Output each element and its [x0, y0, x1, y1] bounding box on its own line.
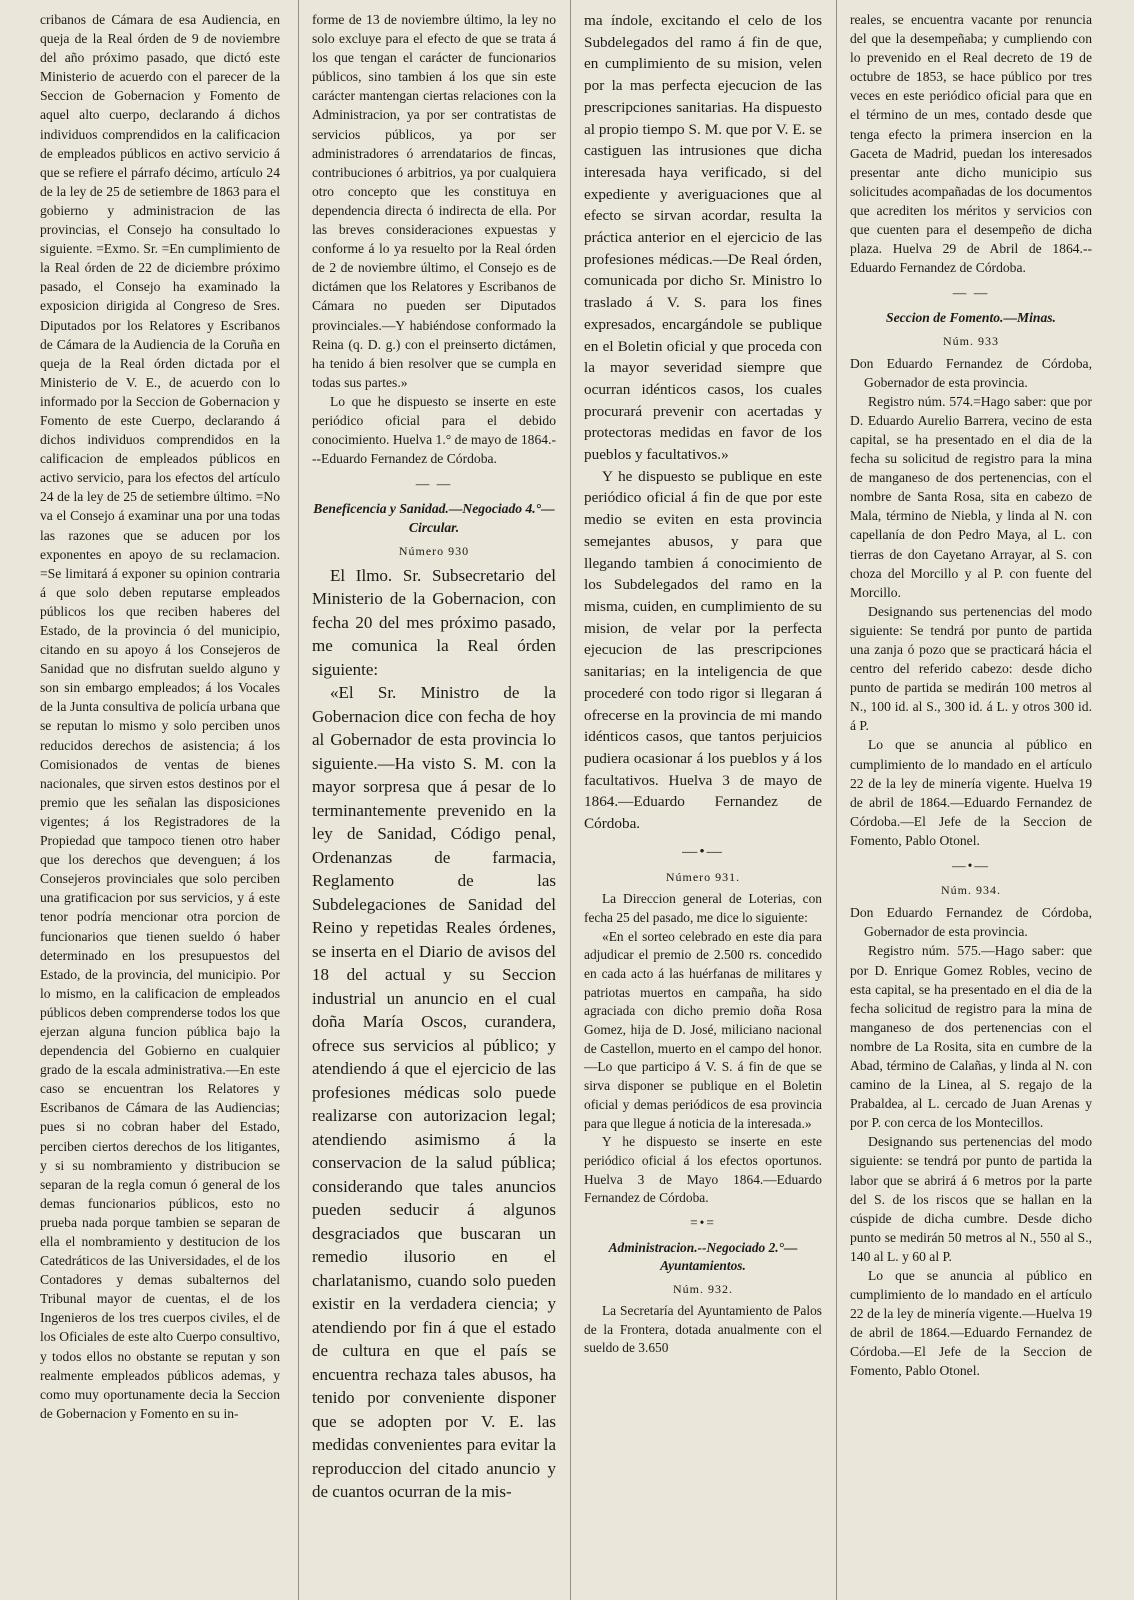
paragraph: «En el sorteo celebrado en este dia para adjudicar el premio de 2.500 rs. concedido en cada acto á las huérfanas de militares y patriotas muertos en campaña, ha sido agraciada con dicho premio doña Rosa Gomez, hija de D. José, miliciano nacional de Castellon, muerto en el campo del honor.—Lo que participo á V. S. á fin de que se sirva disponer se publique en el Boletin oficial y demas periódicos de esa provincia para que llegue á noticia de la interesada.» — [584, 928, 822, 1131]
paragraph: El Ilmo. Sr. Subsecretario del Ministerio de la Gobernacion, con fecha 20 del mes próximo pasado, me comunica la Real órden siguiente: — [312, 565, 556, 679]
separator: — — — [415, 476, 453, 492]
item-number: Núm. 932. — [673, 1282, 733, 1297]
decree-header: Don Eduardo Fernandez de Córdoba, Gobernador de esta provincia. — [850, 355, 1092, 390]
separator: —•— — [682, 842, 724, 860]
column-rule — [298, 0, 299, 1600]
paragraph: Y he dispuesto se inserte en este periódico oficial á los efectos oportunos. Huelva 3 de Mayo 1864.—Eduardo Fernandez de Córdoba. — [584, 1134, 822, 1206]
section-heading: Beneficencia y Sanidad.—Negociado 4.°—Circular. — [313, 501, 555, 536]
paragraph: Lo que he dispuesto se inserte en este periódico oficial para el debido conocimiento. Huelva 1.° de mayo de 1864.---Eduardo Fernandez de Córdoba. — [312, 393, 556, 467]
paragraph: La Secretaría del Ayuntamiento de Palos de la Frontera, dotada anualmente con el sueldo de 3.650 — [584, 1302, 822, 1356]
column-rule — [836, 0, 837, 1600]
section-heading: Seccion de Fomento.—Minas. — [886, 310, 1056, 326]
paragraph: ma índole, excitando el celo de los Subdelegados del ramo á fin de que, en cumplimiento de su mision, velen por la mas perfecta ejecucion de las prescripciones sanitarias. Ha dispuesto al propio tiempo S. M. que por V. E. se castiguen las intrusiones que dicha interesada haya verificado, si del expediente y averiguaciones que al efecto se sirvan acordar, resulta la práctica anterior en el ejercicio de las profesiones médicas.—De Real órden, comunicada por dicho Sr. Ministro lo traslado á V. S. para los fines expresados, encargándole se publique en el Boletin oficial y que proceda con la mayor severidad siempre que ocurran idénticos casos, los cuales procurará prevenir con acertadas y protectoras medidas en favor de los pueblos y facultativos.» — [584, 12, 822, 464]
item-number: Núm. 934. — [941, 883, 1001, 898]
paragraph: Lo que se anuncia al público en cumplimiento de lo mandado en el artículo 22 de la ley de minería vigente.—Huelva 19 de abril de 1864.—Eduardo Fernandez de Córdoba.—El Jefe de la Seccion de Fomento, Pablo Otonel. — [850, 1268, 1092, 1379]
item-number: Núm. 933 — [943, 333, 999, 348]
item-number: Número 931. — [665, 870, 741, 885]
column-1 — [40, 10, 280, 1595]
paragraph: «El Sr. Ministro de la Gobernacion dice con fecha de hoy al Gobernador de esta provincia lo siguiente.—Ha visto S. M. con la mayor sorpresa que á pesar de lo terminantemente prevenido en la ley de Sanidad, Código penal, Ordenanzas de farmacia, Reglamento de las Subdelegaciones de Sanidad del Reino y repetidas Reales órdenes, se inserta en el Diario de avisos del 18 del actual y su Seccion industrial un anuncio en el cual doña María Oscos, curandera, ofrece sus servicios al público; y atendiendo á que el ejercicio de las profesiones médicas solo puede realizarse con autorizacion legal; atendiendo asimismo á la conservacion de la salud pública; considerando que tales anuncios pueden seducir á algunos desgraciados que buscaran un remedio ilusorio en el charlatanismo, cuando solo pueden existir en la verdadera ciencia; y atendiendo por fin á que el estado de cultura en que el país se encuentra rechaza tales abusos, ha tenido por conveniente disponer que se adopten por V. E. las medidas convenientes para evitar la reproduccion del citado anuncio y de cuantos ocurran de la mis- — [312, 683, 556, 1502]
separator: =•= — [690, 1215, 716, 1231]
column-4 — [850, 10, 1092, 1595]
paragraph: La Direccion general de Loterias, con fecha 25 del pasado, me dice lo siguiente: — [584, 891, 822, 925]
paragraph: cribanos de Cámara de esa Audiencia, en queja de la Real órden de 9 de noviembre del año próximo pasado, que dictó este Ministerio de acuerdo con el parecer de la Seccion de Gobernacion y Fomento de aquel alto cuerpo, declarando á dichos individuos comprendidos en la calificacion de empleados públicos en activo servicio á que se refiere el párrafo décimo, artículo 24 de la ley de 25 de setiembre de 1863 para el gobierno y administracion de las provincias, el Consejo ha consultado lo siguiente. =Exmo. Sr. =En cumplimiento de la Real órden de 22 de diciembre próximo pasado, el Consejo ha examinado la exposicion dirigida al Congreso de Sres. Diputados por los Relatores y Escribanos de Cámara de la Audiencia de la Coruña en queja de la Real órden dictada por el Ministerio de V. E., de acuerdo con lo informado por la Seccion de Gobernacion y Fomento de este Cuerpo, declarando á dichos individuos comprendidos en la calificacion de empleados públicos en activo servicio, para los efectos del artículo 24 de la ley de 25 de setiembre último. =No va el Consejo á examinar una por una todas las razones que se aducen por los exponentes en apoyo de su reclamacion. =Se limitará á exponer su opinion contraria á que solo deben reputarse empleados públicos los que reciben haberes del Estado, de la provincia ó del municipio, citando en su apoyo á los Consejeros de Sanidad que no disfrutan sueldo alguno y son sin embargo empleados; á los Vocales de la Junta consultiva de policía urbana que se reputan lo mismo y solo perciben unos reducidos derechos de asistencia; á los Comisionados de ventas de bienes nacionales, que sirven estos destinos por el premio que les señalan las disposiciones vigentes; á los Registradores de la Propiedad que tampoco tienen otro haber que los derechos que devenguen; á los Consejeros provinciales que solo perciben una gratificacion por sus servicios, y á este tenor podría mencionar otra porcion de funcionarios que tienen sueldo ó haber determinado en los presupuestos del Estado, de la provincia, del municipio. Por lo mismo, en la calificacion de empleados públicos deben comprenderse todos los que ejerzan alguna funcion pública bajo la dependencia del Gobierno en cualquier grado de la escala administrativa.—En este caso se encuentran los Relatores y Escribanos de Cámara de las Audiencias; pues si no cobran haber del Estado, perciben ciertos derechos de los litigantes, y si su nombramiento y distribucion se separan de la regla comun ó general de los demas funcionarios públicos, esto no prueba nada porque tambien se separan de ella el nombramiento y destitucion de los Catedráticos de las Universidades, el de los Contadores y demas subalternos del Tribunal mayor de cuentas, el de los Ingenieros de los tres cuerpos civiles, el de los Oficiales de este alto Cuerpo consultivo, y todos ellos no obstante se reputan y son realmente empleados públicos ademas, y como muy oportunamente decia la Seccion de Gobernacion y Fomento en su in- — [40, 12, 280, 1421]
paragraph: Y he dispuesto se publique en este periódico oficial á fin de que por este medio se eviten en esta provincia semejantes abusos, y para que llegando tambien á conocimiento de los Subdelegados del ramo en la misma, cuiden, en cumplimiento de su mision, de velar por la perfecta ejecucion de las prescripciones sanitarias; en la inteligencia de que procederé con todo rigor si llegaran á ofrecerse en la provincia de mi mando idénticos casos, que tantos perjuicios pudiera ocasionar á los pueblos y á los facultativos. Huelva 3 de mayo de 1864.—Eduardo Fernandez de Córdoba. — [584, 467, 822, 833]
item-number: Número 930 — [398, 543, 470, 558]
paragraph: Registro núm. 574.=Hago saber: que por D. Eduardo Aurelio Barrera, vecino de esta capital, se ha presentado en el dia de la fecha su solicitud de registro para la mina de manganeso de dos pertenencias, con el nombre de Santa Rosa, sita en cabezo de Mala, término de Niebla, y linda al N. con capellanía de don Pedro Maya, al L. con tierras de don Cayetano Arrayar, al S. con choza del Morcillo y al P. con fuente del Morcillo. — [850, 393, 1092, 600]
paragraph: reales, se encuentra vacante por renuncia del que la desempeñaba; y cumpliendo con lo prevenido en el Real decreto de 19 de octubre de 1853, se hace público por tres veces en este periódico oficial para que en el término de un mes, contado desde que tenga efecto la primera insercion en la Gaceta de Madrid, puedan los interesados presentar ante dicho municipio sus solicitudes acompañadas de los documentos que acrediten los méritos y servicios con que cuenten para el desempeño de dicha plaza. Huelva 29 de Abril de 1864.--Eduardo Fernandez de Córdoba. — [850, 12, 1092, 276]
paragraph: Designando sus pertenencias del modo siguiente: se tendrá por punto de partida la labor que se abrirá á 6 metros por la parte del S. de los riscos que se hallan en la cúspide de dicha cumbre. Desde dicho punto se medirán 50 metros al N., 550 al S., 140 al L. y 60 al P. — [850, 1134, 1092, 1264]
paragraph: Designando sus pertenencias del modo siguiente: Se tendrá por punto de partida una zanja ó pozo que se practicará hácia el centro del referido cabezo: desde dicho punto de partida se medirán 100 metros al N., 100 id. al S., 300 id. á L. y otros 300 id. á P. — [850, 603, 1092, 734]
paragraph: Lo que se anuncia al público en cumplimiento de lo mandado en el artículo 22 de la ley de minería vigente. Huelva 19 de abril de 1864.—Eduardo Fernandez de Córdoba.—El Jefe de la Seccion de Fomento, Pablo Otonel. — [850, 737, 1092, 848]
paragraph: Registro núm. 575.—Hago saber: que por D. Enrique Gomez Robles, vecino de esta capital, se ha presentado en el dia de la fecha solicitud de registro para la mina de manganeso de dos pertenencias con el nombre de La Rosita, sita en cumbre de la Abad, término de Calañas, y linda al N. con camino de la Linea, al S. regajo de la Prabaldea, al L. cercado de Juan Arenas y por P. con cerca de los Montecillos. — [850, 943, 1092, 1131]
column-2 — [312, 10, 556, 1595]
decree-header: Don Eduardo Fernandez de Córdoba, Gobernador de esta provincia. — [850, 905, 1092, 940]
paragraph: forme de 13 de noviembre último, la ley no solo excluye para el efecto de que se trata á los que tengan el carácter de funcionarios públicos, sino tambien á los que sin este carácter mantengan ciertas relaciones con la Administracion, ya por ser contratistas de servicios públicos, ya por ser administradores ó arrendatarios de fincas, contribuciones ó arbitrios, ya por cualquiera otro concepto que les constituya en dependencia directa ó indirecta de ella. Por las breves consideraciones expuestas y conforme á lo ya resuelto por la Real órden de 2 de noviembre último, el Consejo es de dictámen que los Relatores y Escribanos de Cámara no pueden ser Diputados provinciales.—Y habiéndose conformado la Reina (q. D. g.) con el preinserto dictámen, ha tenido á bien resolver que se cumpla en todas sus partes.» — [312, 12, 556, 390]
column-rule — [570, 0, 571, 1600]
separator: —•— — [952, 858, 990, 874]
column-3 — [584, 10, 822, 1595]
separator: — — — [952, 285, 990, 301]
section-heading: Administracion.--Negociado 2.°—Ayuntamientos. — [608, 1239, 798, 1274]
